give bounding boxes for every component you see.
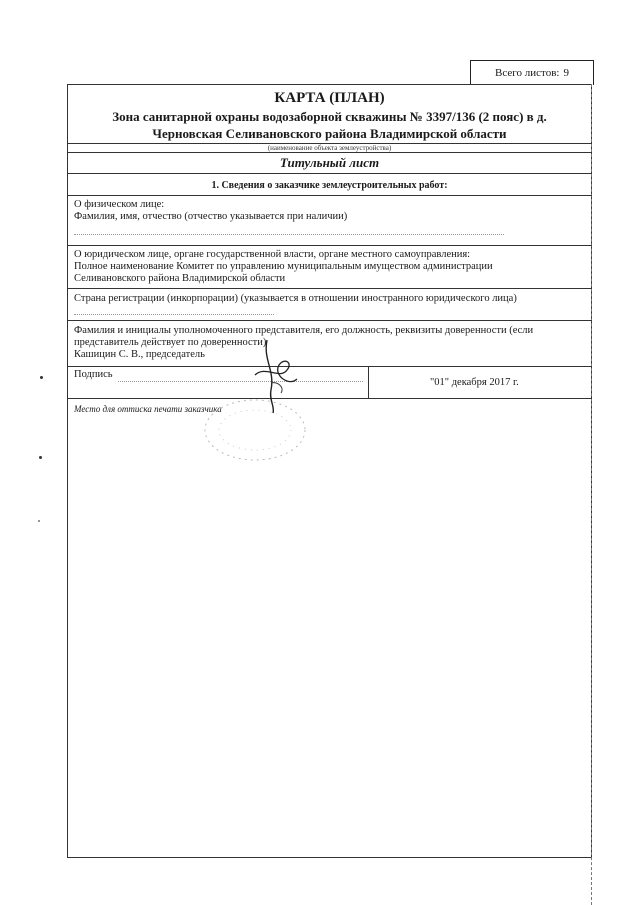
divider xyxy=(67,320,592,321)
divider xyxy=(67,195,592,196)
legal-entity-name-line2: Селивановского района Владимирской области xyxy=(74,273,286,284)
sheet-count-label: Всего листов: xyxy=(495,67,560,79)
document-title: КАРТА (ПЛАН) xyxy=(274,90,385,106)
divider xyxy=(67,152,592,153)
divider xyxy=(67,173,592,174)
signature-date: "01" декабря 2017 г. xyxy=(430,377,519,388)
individual-name-field xyxy=(74,234,504,235)
scan-speck xyxy=(40,376,43,379)
signature-divider xyxy=(368,366,369,398)
seal-impression xyxy=(200,395,310,465)
signature-line xyxy=(118,381,363,382)
scan-speck xyxy=(38,520,40,522)
frame-margin-line xyxy=(591,84,592,905)
representative-label-line1: Фамилия и инициалы уполномоченного представителя, его должность, реквизиты доверенности (если xyxy=(74,325,534,336)
scan-speck xyxy=(39,456,42,459)
object-caption: (наименование объекта землеустройства) xyxy=(267,144,392,152)
individual-name-label: Фамилия, имя, отчество (отчество указывается при наличии) xyxy=(74,211,348,222)
divider xyxy=(67,366,592,367)
sheet-count-box xyxy=(470,60,594,85)
divider xyxy=(67,398,592,399)
representative-label-line2: представитель действует по доверенности) xyxy=(74,337,267,348)
divider xyxy=(67,288,592,289)
divider xyxy=(67,245,592,246)
seal-place-label: Место для оттиска печати заказчика xyxy=(74,404,222,414)
document-subtitle-line2: Черновская Селивановского района Владимирской области xyxy=(152,126,507,141)
representative-name: Кашицин С. В., председатель xyxy=(74,349,205,360)
title-sheet-heading: Титульный лист xyxy=(279,155,380,170)
country-field xyxy=(74,314,274,315)
sheet-count-value: 9 xyxy=(563,67,569,79)
document-subtitle-line1: Зона санитарной охраны водозаборной скважины № 3397/136 (2 пояс) в д. xyxy=(112,109,547,124)
section-heading: 1. Сведения о заказчике землеустроительных работ: xyxy=(211,180,448,191)
legal-entity-label: О юридическом лице, органе государственной власти, органе местного самоуправления: xyxy=(74,249,471,260)
individual-label: О физическом лице: xyxy=(74,199,165,210)
legal-entity-name-line1: Полное наименование Комитет по управлению муниципальным имуществом администрации xyxy=(74,261,493,272)
signature-label: Подпись xyxy=(74,369,113,380)
country-label: Страна регистрации (инкорпорации) (указывается в отношении иностранного юридического лица) xyxy=(74,293,517,304)
